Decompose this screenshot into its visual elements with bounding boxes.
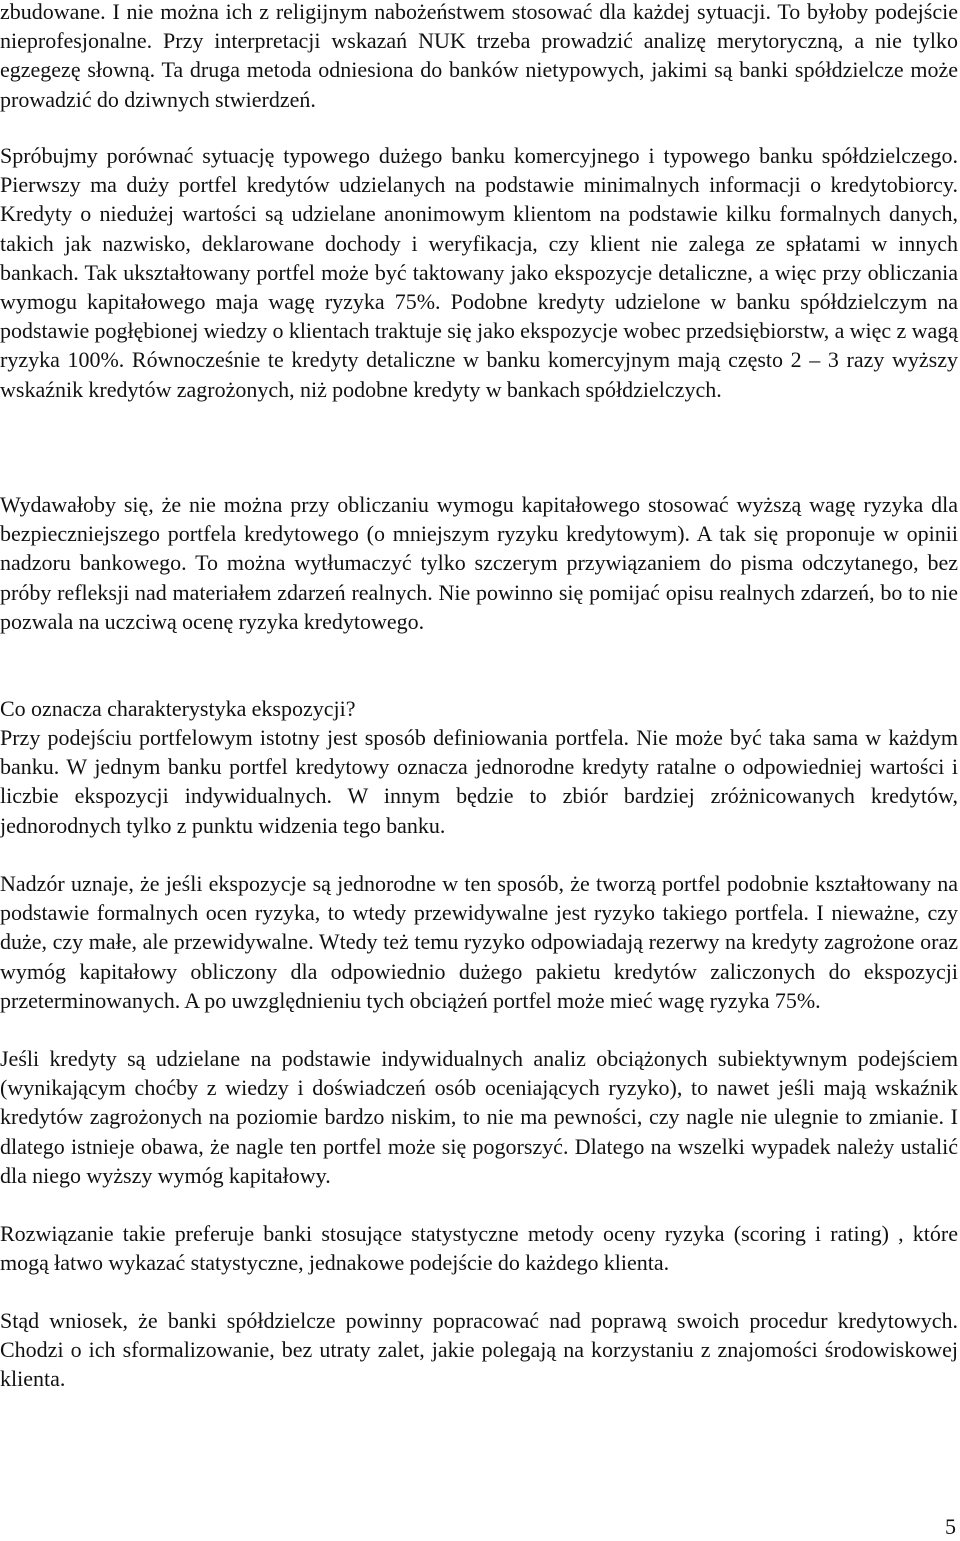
page-number: 5 [945,1514,956,1539]
paragraph-bank-comparison: Spróbujmy porównać sytuację typowego dużego banku komercyjnego i typowego banku spółdzielczego. Pierwszy ma duży portfel kredytów udzielanych na podstawie minimalnych informacji o kredytobiorcy. Kredyty o niedużej wartości są udzielane anonimowym klientom na podstawie kilku formalnych danych, takich jak nazwisko, deklarowane dochody i weryfikacja, czy klient nie zalega ze spłatami w innych bankach. Tak ukształtowany portfel może być taktowany jako ekspozycje detaliczne, a więc przy obliczania wymogu kapitałowego maja wagę ryzyka 75%. Podobne kredyty udzielone w banku spółdzielczym na podstawie pogłębionej wiedzy o klientach traktuje się jako ekspozycje wobec przedsiębiorstw, a więc z wagą ryzyka 100%. Równocześnie te kredyty detaliczne w banku komercyjnym mają często 2 – 3 razy wyższy wskaźnik kredytów zagrożonych, niż podobne kredyty w bankach spółdzielczych. [0,143,958,402]
paragraph-nuk-interpretation: zbudowane. I nie można ich z religijnym nabożeństwem stosować dla każdej sytuacji. To byłoby podejście nieprofesjonalne. Przy interpretacji wskazań NUK trzeba prowadzić analizę merytoryczną, a nie tylko egzegezę słowną. Ta druga metoda odniesiona do banków nietypowych, jakimi są banki spółdzielcze może prowadzić do dziwnych stwierdzeń. [0,0,958,112]
paragraph-supervision-view: Nadzór uznaje, że jeśli ekspozycje są jednorodne w ten sposób, że tworzą portfel podobnie kształtowany na podstawie formalnych ocen ryzyka, to wtedy przewidywalne jest ryzyko takiego portfela. I nieważne, czy duże, czy małe, ale przewidywalne. Wtedy też temu ryzyko odpowiadają rezerwy na kredyty zagrożone oraz wymóg kapitałowy obliczony dla odpowiednio dużego pakietu kredytów zaliczonych do ekspozycji przeterminowanych. A po uwzględnieniu tych obciążeń portfel może mieć wagę ryzyka 75%. [0,871,958,1013]
paragraph-portfolio-definition: Przy podejściu portfelowym istotny jest sposób definiowania portfela. Nie może być taka sama w każdym banku. W jednym banku portfel kredytowy oznacza jednorodne kredyty ratalne o odpowiedniej wartości i liczbie ekspozycji indywidualnych. W innym będzie to zbiór bardziej zróżnicowanych kredytów, jednorodnych tylko z punktu widzenia tego banku. [0,725,958,838]
paragraph-conclusion: Stąd wniosek, że banki spółdzielcze powinny popracować nad poprawą swoich procedur kredytowych. Chodzi o ich sformalizowanie, bez utraty zalet, jakie polegają na korzystaniu z znajomości środowiskowej klienta. [0,1308,958,1392]
paragraph-individual-analysis: Jeśli kredyty są udzielane na podstawie indywidualnych analiz obciążonych subiektywnym podejściem (wynikającym choćby z wiedzy i doświadczeń osób oceniających ryzyko), to nawet jeśli mają wskaźnik kredytów zagrożonych na poziomie bardzo niskim, to nie ma pewności, czy nagle nie ulegnie to zmianie. I dlatego istnieje obawa, że nagle ten portfel może się pogorszyć. Dlatego na wszelki wypadek należy ustalić dla niego wyższy wymóg kapitałowy. [0,1046,958,1188]
paragraph-capital-requirement: Wydawałoby się, że nie można przy obliczaniu wymogu kapitałowego stosować wyższą wagę ryzyka dla bezpieczniejszego portfela kredytowego (o mniejszym ryzyku kredytowym). A tak się proponuje w opinii nadzoru bankowego. To można wytłumaczyć tylko szczerym przywiązaniem do pisma odczytanego, bez próby refleksji nad materiałem zdarzeń realnych. Nie powinno się pomijać opisu realnych zdarzeń, bo to nie pozwala na uczciwą ocenę ryzyka kredytowego. [0,492,958,634]
section-question: Co oznacza charakterystyka ekspozycji? [0,696,356,721]
paragraph-statistical-methods: Rozwiązanie takie preferuje banki stosujące statystyczne metody oceny ryzyka (scoring i rating) , które mogą łatwo wykazać statystyczne, jednakowe podejście do każdego klienta. [0,1221,958,1276]
